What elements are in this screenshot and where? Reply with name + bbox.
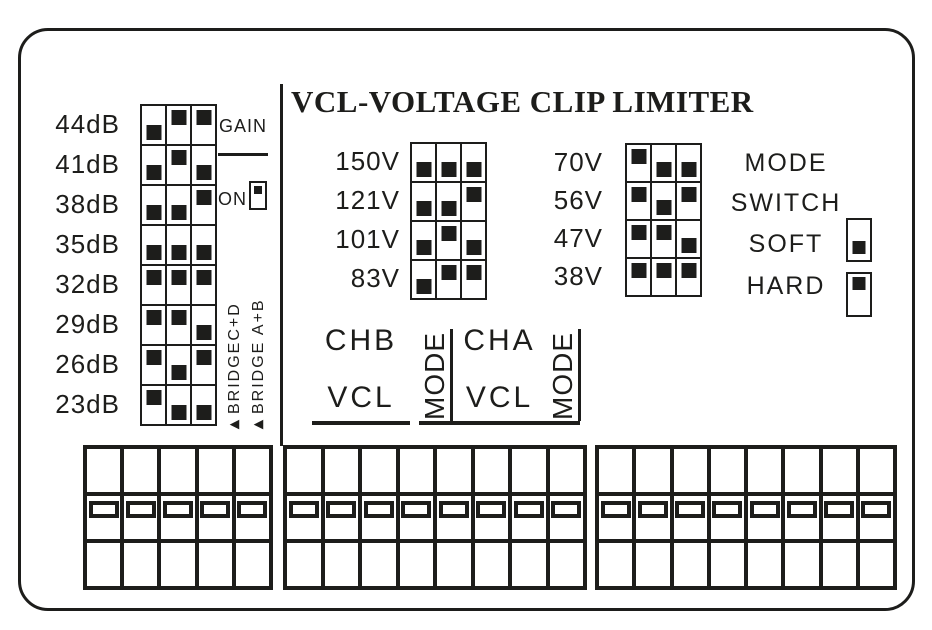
dip-bank-1-cell-r2-c5[interactable] [234, 494, 271, 541]
switch-knob-down [416, 240, 431, 255]
switch-knob-down [416, 201, 431, 216]
switch-knob-up [146, 270, 161, 285]
gain-label-23db: 23dB [55, 389, 120, 419]
switch-knob-up [631, 187, 646, 202]
dip-switch-actuator[interactable] [401, 501, 431, 518]
gain-switch-cell-r7-c3[interactable] [191, 345, 216, 385]
dip-bank-1-cell-r1-c5 [234, 447, 271, 494]
dip-bank-3-cell-r2-c6[interactable] [783, 494, 820, 541]
gain-label-29db: 29dB [55, 309, 120, 339]
dip-bank-2-cell-r2-c4[interactable] [398, 494, 436, 541]
dip-bank-2-cell-r3-c7 [510, 541, 548, 588]
dip-bank-2-cell-r2-c5[interactable] [435, 494, 473, 541]
dip-bank-3-cell-r1-c6 [783, 447, 820, 494]
dip-bank-2-cell-r1-c8 [548, 447, 586, 494]
switch-knob-down [466, 240, 481, 255]
switch-knob-up [146, 350, 161, 365]
dip-switch-actuator[interactable] [601, 501, 631, 518]
dip-bank-2-cell-r1-c2 [323, 447, 361, 494]
dip-bank-3-cell-r2-c1[interactable] [597, 494, 634, 541]
switch-knob-up [196, 110, 211, 125]
dip-switch-actuator[interactable] [126, 501, 156, 518]
dip-switch-actuator[interactable] [861, 501, 891, 518]
gain-label-32db: 32dB [55, 269, 120, 299]
dip-bank-2-cell-r1-c4 [398, 447, 436, 494]
chb-vcl-switch-matrix [410, 142, 487, 300]
switch-knob-up [656, 225, 671, 240]
chb-switch-cell-r3-c1[interactable] [411, 221, 436, 260]
gain-switch-cell-r5-c3[interactable] [191, 265, 216, 305]
chb-channel-label: CHB [324, 324, 398, 357]
gain-switch-cell-r6-c1[interactable] [141, 305, 166, 345]
switch-knob-up [466, 265, 481, 280]
dip-bank-3-cell-r3-c8 [858, 541, 895, 588]
cha-switch-cell-r3-c3[interactable] [676, 220, 701, 258]
dip-bank-2 [283, 445, 587, 590]
chb-switch-cell-r1-c1[interactable] [411, 143, 436, 182]
gain-label-26db: 26dB [55, 349, 120, 379]
section-divider-line [280, 84, 283, 446]
soft-switch[interactable] [846, 218, 872, 262]
dip-bank-3-cell-r3-c4 [709, 541, 746, 588]
switch-knob-down [171, 405, 186, 420]
dip-bank-2-cell-r1-c3 [360, 447, 398, 494]
dip-bank-2-cell-r2-c6[interactable] [473, 494, 511, 541]
dip-switch-actuator[interactable] [824, 501, 854, 518]
dip-bank-1-cell-r1-c2 [122, 447, 159, 494]
chb-switch-cell-r4-c3[interactable] [461, 260, 486, 299]
cha-mode-vertical-line [578, 329, 581, 421]
gain-switch-cell-r6-c2[interactable] [166, 305, 191, 345]
switch-knob-down [146, 205, 161, 220]
cha-switch-cell-r2-c2[interactable] [651, 182, 676, 220]
gain-underline [218, 153, 268, 156]
cha-switch-cell-r1-c2[interactable] [651, 144, 676, 182]
chb-switch-cell-r2-c2[interactable] [436, 182, 461, 221]
dip-switch-actuator[interactable] [326, 501, 356, 518]
dip-bank-2-cell-r2-c7[interactable] [510, 494, 548, 541]
dip-bank-3-cell-r2-c8[interactable] [858, 494, 895, 541]
switch-knob-down [656, 162, 671, 177]
dip-switch-actuator[interactable] [89, 501, 119, 518]
switch-knob-down [416, 162, 431, 177]
cha-switch-cell-r3-c1[interactable] [626, 220, 651, 258]
dip-bank-2-cell-r1-c6 [473, 447, 511, 494]
chb-underline [312, 421, 410, 425]
dip-bank-3-cell-r1-c4 [709, 447, 746, 494]
chb-switch-cell-r2-c1[interactable] [411, 182, 436, 221]
switch-knob-up [681, 263, 696, 278]
dip-bank-1-cell-r2-c3[interactable] [159, 494, 196, 541]
gain-switch-cell-r3-c1[interactable] [141, 185, 166, 225]
dip-bank-2-cell-r3-c5 [435, 541, 473, 588]
dip-bank-3-cell-r3-c6 [783, 541, 820, 588]
gain-switch-cell-r3-c3[interactable] [191, 185, 216, 225]
switch-knob-down [146, 125, 161, 140]
switch-knob-down [196, 245, 211, 260]
switch-knob-down [466, 162, 481, 177]
gain-switch-cell-r8-c1[interactable] [141, 385, 166, 425]
dip-bank-3-cell-r3-c5 [746, 541, 783, 588]
chb-switch-cell-r4-c2[interactable] [436, 260, 461, 299]
switch-knob-down [681, 162, 696, 177]
chb-switch-cell-r1-c3[interactable] [461, 143, 486, 182]
switch-knob-down [171, 245, 186, 260]
cha-switch-cell-r1-c1[interactable] [626, 144, 651, 182]
cha-switch-cell-r2-c1[interactable] [626, 182, 651, 220]
switch-knob-up [171, 270, 186, 285]
dip-bank-1 [83, 445, 273, 590]
on-switch-knob [254, 186, 262, 194]
dip-switch-actuator[interactable] [476, 501, 506, 518]
gain-switch-cell-r1-c2[interactable] [166, 105, 191, 145]
on-label: ON [218, 189, 247, 209]
dip-switch-actuator[interactable] [750, 501, 780, 518]
switch-knob-down [441, 162, 456, 177]
mode-switch-label-line2: SWITCH [730, 189, 842, 217]
gain-switch-cell-r2-c1[interactable] [141, 145, 166, 185]
dip-bank-2-cell-r3-c2 [323, 541, 361, 588]
gain-switch-cell-r5-c1[interactable] [141, 265, 166, 305]
cha-vcl-switch-matrix [625, 143, 702, 297]
dip-bank-2-cell-r2-c8[interactable] [548, 494, 586, 541]
gain-label-44db: 44dB [55, 109, 120, 139]
gain-switch-cell-r6-c3[interactable] [191, 305, 216, 345]
dip-bank-3-cell-r2-c7[interactable] [821, 494, 858, 541]
mode-switch-label-line1: MODE [744, 149, 828, 177]
dip-bank-3-cell-r1-c8 [858, 447, 895, 494]
gain-switch-cell-r1-c3[interactable] [191, 105, 216, 145]
dip-bank-2-cell-r2-c3[interactable] [360, 494, 398, 541]
dip-bank-3-cell-r2-c5[interactable] [746, 494, 783, 541]
cha-switch-cell-r4-c1[interactable] [626, 258, 651, 296]
switch-knob-up [196, 190, 211, 205]
switch-knob-up [196, 270, 211, 285]
gain-switch-cell-r4-c3[interactable] [191, 225, 216, 265]
switch-knob-down [146, 245, 161, 260]
cha-channel-label: CHA [463, 324, 536, 357]
dip-bank-3-cell-r1-c2 [634, 447, 671, 494]
dip-bank-1-cell-r3-c1 [85, 541, 122, 588]
dip-bank-2-cell-r3-c4 [398, 541, 436, 588]
dip-switch-actuator[interactable] [163, 501, 193, 518]
switch-knob-up [681, 187, 696, 202]
cha-switch-cell-r3-c2[interactable] [651, 220, 676, 258]
gain-switch-cell-r8-c3[interactable] [191, 385, 216, 425]
dip-switch-actuator[interactable] [787, 501, 817, 518]
dip-bank-1-cell-r1-c3 [159, 447, 196, 494]
dip-bank-1-cell-r3-c5 [234, 541, 271, 588]
soft-switch-knob [853, 241, 866, 254]
dip-bank-3-cell-r3-c3 [672, 541, 709, 588]
hard-label: HARD [746, 272, 826, 300]
switch-knob-up [146, 390, 161, 405]
dip-bank-1-cell-r2-c2[interactable] [122, 494, 159, 541]
dip-bank-3-cell-r2-c2[interactable] [634, 494, 671, 541]
chb-mode-underline-stub [419, 421, 451, 425]
cha-mode-underline-stub [547, 421, 580, 425]
gain-switch-cell-r5-c2[interactable] [166, 265, 191, 305]
dip-switch-actuator[interactable] [439, 501, 469, 518]
dip-bank-3-cell-r2-c4[interactable] [709, 494, 746, 541]
gain-label-35db: 35dB [55, 229, 120, 259]
gain-label-41db: 41dB [55, 149, 120, 179]
switch-knob-down [171, 205, 186, 220]
chb-voltage-121v: 121V [335, 185, 400, 215]
switch-knob-up [146, 310, 161, 325]
dip-bank-3-cell-r1-c7 [821, 447, 858, 494]
bridge-cd-label: ►BRIDGEC+D [226, 302, 243, 433]
switch-knob-down [196, 405, 211, 420]
chb-switch-cell-r1-c2[interactable] [436, 143, 461, 182]
gain-switch-cell-r7-c1[interactable] [141, 345, 166, 385]
switch-knob-up [196, 350, 211, 365]
gain-switch-cell-r4-c1[interactable] [141, 225, 166, 265]
switch-knob-down [656, 200, 671, 215]
dip-bank-2-cell-r2-c2[interactable] [323, 494, 361, 541]
dip-bank-3 [595, 445, 897, 590]
dip-switch-actuator[interactable] [200, 501, 230, 518]
cha-switch-cell-r4-c2[interactable] [651, 258, 676, 296]
switch-knob-up [631, 225, 646, 240]
cha-switch-cell-r2-c3[interactable] [676, 182, 701, 220]
switch-knob-up [171, 150, 186, 165]
dip-bank-2-cell-r2-c1[interactable] [285, 494, 323, 541]
dip-switch-actuator[interactable] [551, 501, 581, 518]
on-switch[interactable] [249, 181, 267, 210]
dip-bank-2-cell-r3-c6 [473, 541, 511, 588]
gain-switch-cell-r8-c2[interactable] [166, 385, 191, 425]
switch-knob-down [416, 279, 431, 294]
switch-knob-up [441, 226, 456, 241]
gain-switch-cell-r4-c2[interactable] [166, 225, 191, 265]
dip-switch-actuator[interactable] [638, 501, 668, 518]
chb-switch-cell-r2-c3[interactable] [461, 182, 486, 221]
switch-knob-down [681, 238, 696, 253]
dip-switch-actuator[interactable] [675, 501, 705, 518]
switch-knob-down [196, 325, 211, 340]
chb-vcl-label: VCL [327, 381, 395, 414]
dip-bank-1-cell-r2-c1[interactable] [85, 494, 122, 541]
dip-bank-3-cell-r2-c3[interactable] [672, 494, 709, 541]
switch-knob-down [146, 165, 161, 180]
dip-bank-2-cell-r1-c7 [510, 447, 548, 494]
gain-switch-cell-r1-c1[interactable] [141, 105, 166, 145]
cha-voltage-47v: 47V [553, 223, 603, 253]
switch-knob-down [171, 365, 186, 380]
chb-mode-vertical-label: MODE [419, 332, 450, 420]
hard-switch[interactable] [846, 272, 872, 317]
switch-knob-up [631, 263, 646, 278]
dip-bank-2-cell-r3-c1 [285, 541, 323, 588]
chb-switch-cell-r4-c1[interactable] [411, 260, 436, 299]
dip-bank-1-cell-r1-c1 [85, 447, 122, 494]
switch-knob-up [171, 310, 186, 325]
dip-bank-3-cell-r1-c3 [672, 447, 709, 494]
gain-switch-cell-r3-c2[interactable] [166, 185, 191, 225]
cha-mode-vertical-label: MODE [547, 332, 578, 420]
switch-knob-up [171, 110, 186, 125]
cha-voltage-70v: 70V [553, 147, 603, 177]
cha-voltage-38v: 38V [553, 261, 603, 291]
switch-knob-down [196, 165, 211, 180]
dip-bank-3-cell-r3-c2 [634, 541, 671, 588]
cha-underline [450, 421, 547, 425]
dip-bank-1-cell-r1-c4 [197, 447, 234, 494]
gain-label-38db: 38dB [55, 189, 120, 219]
cha-switch-cell-r4-c3[interactable] [676, 258, 701, 296]
bridge-ab-label: ►BRIDGE A+B [250, 298, 267, 433]
switch-knob-up [656, 263, 671, 278]
chb-switch-cell-r3-c2[interactable] [436, 221, 461, 260]
gain-heading: GAIN [219, 116, 268, 136]
chb-switch-cell-r3-c3[interactable] [461, 221, 486, 260]
dip-switch-actuator[interactable] [712, 501, 742, 518]
switch-knob-down [441, 201, 456, 216]
gain-switch-cell-r7-c2[interactable] [166, 345, 191, 385]
gain-switch-cell-r2-c3[interactable] [191, 145, 216, 185]
chb-voltage-150v: 150V [335, 146, 400, 176]
dip-bank-2-cell-r3-c8 [548, 541, 586, 588]
dip-bank-3-cell-r3-c1 [597, 541, 634, 588]
dip-switch-actuator[interactable] [514, 501, 544, 518]
chb-voltage-83v: 83V [350, 263, 400, 293]
dip-bank-3-cell-r1-c5 [746, 447, 783, 494]
dip-switch-actuator[interactable] [364, 501, 394, 518]
hard-switch-knob [853, 277, 866, 290]
dip-bank-1-cell-r3-c3 [159, 541, 196, 588]
dip-bank-1-cell-r3-c2 [122, 541, 159, 588]
cha-voltage-56v: 56V [553, 185, 603, 215]
gain-switch-matrix [140, 104, 217, 426]
vcl-section-title: VCL-VOLTAGE CLIP LIMITER [291, 84, 754, 119]
dip-switch-actuator[interactable] [237, 501, 267, 518]
soft-label: SOFT [748, 230, 824, 258]
dip-bank-1-cell-r3-c4 [197, 541, 234, 588]
dip-bank-1-cell-r2-c4[interactable] [197, 494, 234, 541]
dip-bank-2-cell-r1-c1 [285, 447, 323, 494]
dip-bank-2-cell-r1-c5 [435, 447, 473, 494]
chb-voltage-101v: 101V [335, 224, 400, 254]
dip-bank-2-cell-r3-c3 [360, 541, 398, 588]
cha-vcl-label: VCL [465, 381, 534, 414]
gain-switch-cell-r2-c2[interactable] [166, 145, 191, 185]
dip-switch-actuator[interactable] [289, 501, 319, 518]
cha-switch-cell-r1-c3[interactable] [676, 144, 701, 182]
switch-knob-up [441, 265, 456, 280]
switch-knob-up [631, 149, 646, 164]
dip-bank-3-cell-r1-c1 [597, 447, 634, 494]
switch-knob-up [466, 187, 481, 202]
dip-bank-3-cell-r3-c7 [821, 541, 858, 588]
